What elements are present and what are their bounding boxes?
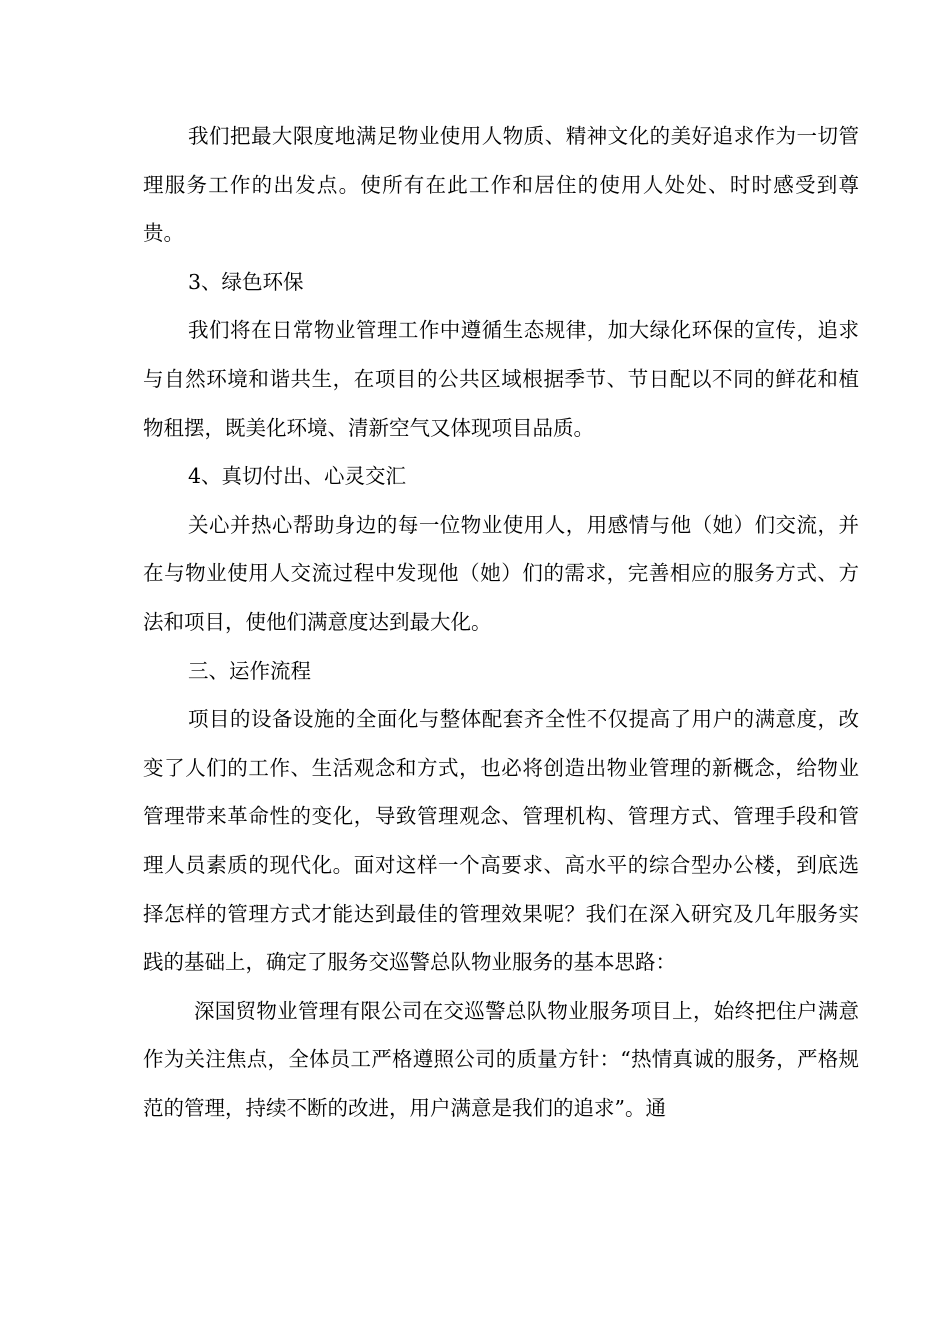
paragraph-operation-process: 项目的设备设施的全面化与整体配套齐全性不仅提高了用户的满意度，改变了人们的工作、生活观念和方式，也必将创造出物业管理的新概念，给物业管理带来革命性的变化，导致管理观念、管理机构、管理方式、管理手段和管理人员素质的现代化。面对这样一个高要求、高水平的综合型办公楼，到底选择怎样的管理方式才能达到最佳的管理效果呢？我们在深入研究及几年服务实践的基础上，确定了服务交巡警总队物业服务的基本思路： xyxy=(143,707,859,975)
heading-sincere-care: 4、真切付出、心灵交汇 xyxy=(188,464,407,489)
paragraph-service-philosophy: 我们把最大限度地满足物业使用人物质、精神文化的美好追求作为一切管理服务工作的出发点。使所有在此工作和居住的使用人处处、时时感受到尊贵。 xyxy=(143,124,859,246)
heading-operation-process: 三、运作流程 xyxy=(188,658,311,683)
paragraph-company-quality-policy: 深国贸物业管理有限公司在交巡警总队物业服务项目上，始终把住户满意作为关注焦点，全体员工严格遵照公司的质量方针：“热情真诚的服务，严格规范的管理，持续不断的改进，用户满意是我们的追求”。通 xyxy=(143,998,859,1120)
paragraph-green-environment: 我们将在日常物业管理工作中遵循生态规律，加大绿化环保的宣传，追求与自然环境和谐共生，在项目的公共区域根据季节、节日配以不同的鲜花和植物租摆，既美化环境、清新空气又体现项目品质。 xyxy=(143,318,859,440)
document-page xyxy=(143,112,859,1132)
heading-green-environment: 3、绿色环保 xyxy=(188,269,304,294)
paragraph-sincere-care: 关心并热心帮助身边的每一位物业使用人，用感情与他（她）们交流，并在与物业使用人交流过程中发现他（她）们的需求，完善相应的服务方式、方法和项目，使他们满意度达到最大化。 xyxy=(143,512,859,634)
